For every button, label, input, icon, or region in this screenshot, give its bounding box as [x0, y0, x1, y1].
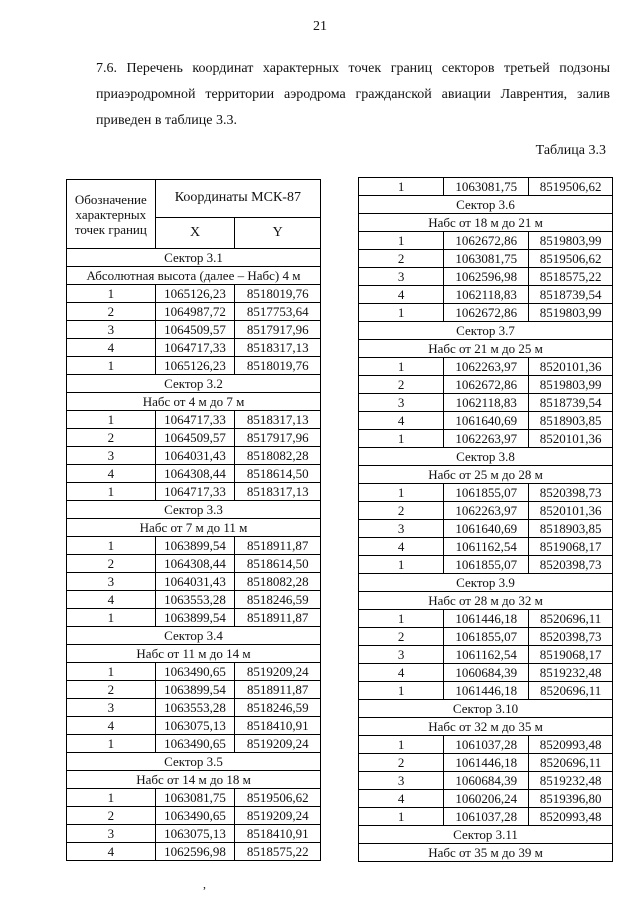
table-row — [359, 664, 613, 682]
y-coordinate: 8519209,24 — [235, 807, 321, 825]
x-coordinate: 1061446,18 — [444, 682, 529, 700]
page-number: 21 — [313, 19, 327, 34]
section-row — [67, 501, 321, 519]
y-coordinate: 8519068,17 — [529, 646, 613, 664]
x-coordinate: 1064717,33 — [155, 339, 235, 357]
table-row — [359, 754, 613, 772]
section-label: Сектор 3.2 — [67, 375, 321, 393]
point-number: 1 — [359, 232, 444, 250]
table-row — [359, 358, 613, 376]
y-coordinate: 8518410,91 — [235, 825, 321, 843]
section-label: Сектор 3.5 — [67, 753, 321, 771]
intro-line-2: приаэродромной территории аэродрома гражданской авиации Лаврентия, залив — [96, 87, 610, 102]
table-row — [67, 573, 321, 591]
x-coordinate: 1062118,83 — [444, 286, 529, 304]
section-row — [67, 267, 321, 285]
point-number: 3 — [359, 646, 444, 664]
coordinates-table-right — [358, 177, 613, 862]
y-coordinate: 8520101,36 — [529, 358, 613, 376]
point-number: 3 — [67, 447, 156, 465]
y-coordinate: 8518903,85 — [529, 412, 613, 430]
y-coordinate: 8517753,64 — [235, 303, 321, 321]
x-coordinate: 1062672,86 — [444, 304, 529, 322]
section-row — [359, 592, 613, 610]
point-number: 3 — [359, 520, 444, 538]
x-coordinate: 1060684,39 — [444, 664, 529, 682]
section-row — [359, 448, 613, 466]
intro-line-3: приведен в таблице 3.3. — [96, 113, 237, 128]
table-row — [67, 321, 321, 339]
section-row — [67, 393, 321, 411]
table-row — [359, 412, 613, 430]
point-number: 1 — [359, 808, 444, 826]
section-row — [67, 375, 321, 393]
x-coordinate: 1060684,39 — [444, 772, 529, 790]
x-coordinate: 1063081,75 — [444, 250, 529, 268]
y-coordinate: 8518019,76 — [235, 285, 321, 303]
point-number: 1 — [67, 483, 156, 501]
header-x: X — [155, 217, 235, 248]
y-coordinate: 8518911,87 — [235, 609, 321, 627]
x-coordinate: 1061640,69 — [444, 520, 529, 538]
table-row — [67, 483, 321, 501]
section-row — [67, 519, 321, 537]
section-label: Набс от 11 м до 14 м — [67, 645, 321, 663]
section-label: Сектор 3.11 — [359, 826, 613, 844]
table-row — [67, 789, 321, 807]
section-label: Набс от 7 м до 11 м — [67, 519, 321, 537]
x-coordinate: 1062118,83 — [444, 394, 529, 412]
x-coordinate: 1061162,54 — [444, 538, 529, 556]
section-label: Сектор 3.7 — [359, 322, 613, 340]
section-row — [359, 700, 613, 718]
section-label: Набс от 32 м до 35 м — [359, 718, 613, 736]
y-coordinate: 8518614,50 — [235, 555, 321, 573]
y-coordinate: 8519068,17 — [529, 538, 613, 556]
table-row — [67, 825, 321, 843]
x-coordinate: 1063490,65 — [155, 735, 235, 753]
point-number: 3 — [67, 699, 156, 717]
table-row — [67, 609, 321, 627]
table-row — [359, 430, 613, 448]
point-number: 2 — [67, 681, 156, 699]
y-coordinate: 8520993,48 — [529, 736, 613, 754]
point-number: 3 — [67, 573, 156, 591]
x-coordinate: 1063899,54 — [155, 537, 235, 555]
section-label: Сектор 3.4 — [67, 627, 321, 645]
x-coordinate: 1062263,97 — [444, 502, 529, 520]
y-coordinate: 8519209,24 — [235, 663, 321, 681]
point-number: 1 — [359, 736, 444, 754]
section-label: Набс от 28 м до 32 м — [359, 592, 613, 610]
point-number: 2 — [67, 807, 156, 825]
x-coordinate: 1063553,28 — [155, 699, 235, 717]
table-row — [359, 394, 613, 412]
x-coordinate: 1061446,18 — [444, 610, 529, 628]
point-number: 4 — [359, 790, 444, 808]
table-row — [67, 843, 321, 861]
y-coordinate: 8517917,96 — [235, 321, 321, 339]
header-coordinates: Координаты МСК-87 — [155, 180, 320, 218]
section-row — [67, 645, 321, 663]
right-table-body — [359, 178, 613, 862]
table-caption: Таблица 3.3 — [535, 143, 606, 158]
point-number: 1 — [67, 285, 156, 303]
section-label: Набс от 4 м до 7 м — [67, 393, 321, 411]
point-number: 1 — [67, 411, 156, 429]
y-coordinate: 8520398,73 — [529, 628, 613, 646]
point-number: 3 — [67, 825, 156, 843]
table-row — [67, 429, 321, 447]
x-coordinate: 1064308,44 — [155, 555, 235, 573]
point-number: 2 — [67, 303, 156, 321]
section-label: Сектор 3.10 — [359, 700, 613, 718]
y-coordinate: 8518317,13 — [235, 483, 321, 501]
point-number: 1 — [359, 484, 444, 502]
section-row — [67, 753, 321, 771]
x-coordinate: 1062263,97 — [444, 358, 529, 376]
table-row — [359, 646, 613, 664]
section-row — [359, 340, 613, 358]
point-number: 2 — [67, 555, 156, 573]
y-coordinate: 8518246,59 — [235, 591, 321, 609]
section-row — [359, 196, 613, 214]
x-coordinate: 1063553,28 — [155, 591, 235, 609]
table-row — [359, 628, 613, 646]
table-row — [359, 286, 613, 304]
x-coordinate: 1062263,97 — [444, 430, 529, 448]
table-row — [359, 682, 613, 700]
y-coordinate: 8518019,76 — [235, 357, 321, 375]
section-label: Сектор 3.8 — [359, 448, 613, 466]
x-coordinate: 1064987,72 — [155, 303, 235, 321]
y-coordinate: 8520101,36 — [529, 430, 613, 448]
point-number: 1 — [359, 610, 444, 628]
intro-paragraph — [96, 56, 610, 134]
point-number: 4 — [67, 339, 156, 357]
point-number: 3 — [359, 772, 444, 790]
y-coordinate: 8518903,85 — [529, 520, 613, 538]
point-number: 2 — [359, 250, 444, 268]
y-coordinate: 8519232,48 — [529, 664, 613, 682]
y-coordinate: 8519209,24 — [235, 735, 321, 753]
section-row — [67, 249, 321, 267]
table-row — [359, 484, 613, 502]
table-row — [67, 591, 321, 609]
x-coordinate: 1063899,54 — [155, 681, 235, 699]
table-row — [67, 735, 321, 753]
y-coordinate: 8518614,50 — [235, 465, 321, 483]
table-row — [67, 537, 321, 555]
point-number: 4 — [67, 591, 156, 609]
x-coordinate: 1061037,28 — [444, 736, 529, 754]
x-coordinate: 1061855,07 — [444, 628, 529, 646]
y-coordinate: 8520993,48 — [529, 808, 613, 826]
point-number: 3 — [359, 394, 444, 412]
x-coordinate: 1063081,75 — [155, 789, 235, 807]
section-label: Набс от 21 м до 25 м — [359, 340, 613, 358]
point-number: 1 — [67, 357, 156, 375]
table-row — [359, 520, 613, 538]
table-row — [359, 538, 613, 556]
section-row — [359, 322, 613, 340]
point-number: 4 — [67, 843, 156, 861]
point-number: 4 — [359, 538, 444, 556]
table-row — [359, 808, 613, 826]
y-coordinate: 8518575,22 — [235, 843, 321, 861]
section-label: Сектор 3.1 — [67, 249, 321, 267]
left-table-body — [67, 249, 321, 861]
y-coordinate: 8520398,73 — [529, 484, 613, 502]
section-row — [359, 214, 613, 232]
y-coordinate: 8519803,99 — [529, 304, 613, 322]
point-number: 1 — [359, 430, 444, 448]
table-row — [359, 736, 613, 754]
x-coordinate: 1065126,23 — [155, 357, 235, 375]
x-coordinate: 1062672,86 — [444, 232, 529, 250]
y-coordinate: 8519803,99 — [529, 376, 613, 394]
point-number: 4 — [359, 412, 444, 430]
table-row — [67, 681, 321, 699]
section-row — [359, 574, 613, 592]
point-number: 2 — [359, 376, 444, 394]
section-label: Набс от 25 м до 28 м — [359, 466, 613, 484]
x-coordinate: 1062596,98 — [444, 268, 529, 286]
table-row — [359, 232, 613, 250]
table-row — [67, 411, 321, 429]
x-coordinate: 1063075,13 — [155, 717, 235, 735]
y-coordinate: 8519396,80 — [529, 790, 613, 808]
table-row — [359, 304, 613, 322]
y-coordinate: 8519506,62 — [529, 178, 613, 196]
section-row — [67, 771, 321, 789]
x-coordinate: 1061855,07 — [444, 556, 529, 574]
x-coordinate: 1064031,43 — [155, 447, 235, 465]
y-coordinate: 8520398,73 — [529, 556, 613, 574]
y-coordinate: 8518246,59 — [235, 699, 321, 717]
x-coordinate: 1061855,07 — [444, 484, 529, 502]
x-coordinate: 1064031,43 — [155, 573, 235, 591]
table-row — [359, 610, 613, 628]
y-coordinate: 8518911,87 — [235, 681, 321, 699]
point-number: 1 — [67, 735, 156, 753]
table-row — [359, 502, 613, 520]
table-row — [67, 285, 321, 303]
table-row — [67, 447, 321, 465]
y-coordinate: 8520696,11 — [529, 682, 613, 700]
table-row — [67, 357, 321, 375]
point-number: 1 — [67, 537, 156, 555]
point-number: 1 — [67, 609, 156, 627]
point-number: 1 — [67, 789, 156, 807]
y-coordinate: 8520101,36 — [529, 502, 613, 520]
point-number: 1 — [67, 663, 156, 681]
x-coordinate: 1060206,24 — [444, 790, 529, 808]
y-coordinate: 8518575,22 — [529, 268, 613, 286]
x-coordinate: 1064509,57 — [155, 321, 235, 339]
table-row — [359, 556, 613, 574]
point-number: 1 — [359, 304, 444, 322]
x-coordinate: 1061162,54 — [444, 646, 529, 664]
point-number: 1 — [359, 682, 444, 700]
x-coordinate: 1061037,28 — [444, 808, 529, 826]
table-row — [359, 178, 613, 196]
table-row — [67, 303, 321, 321]
y-coordinate: 8518317,13 — [235, 411, 321, 429]
table-row — [359, 268, 613, 286]
section-label: Набс от 35 м до 39 м — [359, 844, 613, 862]
table-row — [67, 555, 321, 573]
x-coordinate: 1064308,44 — [155, 465, 235, 483]
x-coordinate: 1063490,65 — [155, 807, 235, 825]
point-number: 2 — [359, 628, 444, 646]
point-number: 1 — [359, 556, 444, 574]
point-number: 2 — [359, 502, 444, 520]
section-label: Абсолютная высота (далее – Набс) 4 м — [67, 267, 321, 285]
point-number: 4 — [359, 286, 444, 304]
section-row — [359, 826, 613, 844]
y-coordinate: 8518739,54 — [529, 286, 613, 304]
x-coordinate: 1064717,33 — [155, 483, 235, 501]
footer-mark: , — [203, 877, 206, 891]
coordinates-table-left — [66, 179, 321, 861]
table-row — [359, 772, 613, 790]
x-coordinate: 1061640,69 — [444, 412, 529, 430]
point-number: 3 — [67, 321, 156, 339]
section-label: Сектор 3.3 — [67, 501, 321, 519]
y-coordinate: 8519506,62 — [529, 250, 613, 268]
table-row — [359, 376, 613, 394]
point-number: 3 — [359, 268, 444, 286]
section-row — [359, 718, 613, 736]
y-coordinate: 8518317,13 — [235, 339, 321, 357]
y-coordinate: 8518082,28 — [235, 447, 321, 465]
y-coordinate: 8518410,91 — [235, 717, 321, 735]
table-row — [359, 250, 613, 268]
y-coordinate: 8518739,54 — [529, 394, 613, 412]
section-label: Набс от 14 м до 18 м — [67, 771, 321, 789]
table-row — [67, 339, 321, 357]
section-row — [67, 627, 321, 645]
point-number: 1 — [359, 358, 444, 376]
point-number: 4 — [67, 717, 156, 735]
y-coordinate: 8519232,48 — [529, 772, 613, 790]
table-row — [67, 663, 321, 681]
x-coordinate: 1062596,98 — [155, 843, 235, 861]
header-designation: Обозначение характерных точек границ — [67, 180, 156, 249]
y-coordinate: 8519803,99 — [529, 232, 613, 250]
section-label: Сектор 3.6 — [359, 196, 613, 214]
section-row — [359, 844, 613, 862]
x-coordinate: 1063899,54 — [155, 609, 235, 627]
header-y: Y — [235, 217, 321, 248]
x-coordinate: 1063490,65 — [155, 663, 235, 681]
table-row — [359, 790, 613, 808]
point-number: 4 — [359, 664, 444, 682]
y-coordinate: 8519506,62 — [235, 789, 321, 807]
y-coordinate: 8518911,87 — [235, 537, 321, 555]
y-coordinate: 8520696,11 — [529, 754, 613, 772]
table-row — [67, 465, 321, 483]
x-coordinate: 1063075,13 — [155, 825, 235, 843]
intro-line-1: 7.6. Перечень координат характерных точек границ секторов третьей подзоны — [96, 61, 610, 76]
x-coordinate: 1062672,86 — [444, 376, 529, 394]
table-row — [67, 717, 321, 735]
section-row — [359, 466, 613, 484]
point-number: 2 — [359, 754, 444, 772]
point-number: 1 — [359, 178, 444, 196]
table-row — [67, 807, 321, 825]
y-coordinate: 8517917,96 — [235, 429, 321, 447]
table-row — [67, 699, 321, 717]
point-number: 4 — [67, 465, 156, 483]
x-coordinate: 1064717,33 — [155, 411, 235, 429]
x-coordinate: 1061446,18 — [444, 754, 529, 772]
x-coordinate: 1064509,57 — [155, 429, 235, 447]
x-coordinate: 1063081,75 — [444, 178, 529, 196]
section-label: Сектор 3.9 — [359, 574, 613, 592]
y-coordinate: 8518082,28 — [235, 573, 321, 591]
section-label: Набс от 18 м до 21 м — [359, 214, 613, 232]
point-number: 2 — [67, 429, 156, 447]
y-coordinate: 8520696,11 — [529, 610, 613, 628]
x-coordinate: 1065126,23 — [155, 285, 235, 303]
